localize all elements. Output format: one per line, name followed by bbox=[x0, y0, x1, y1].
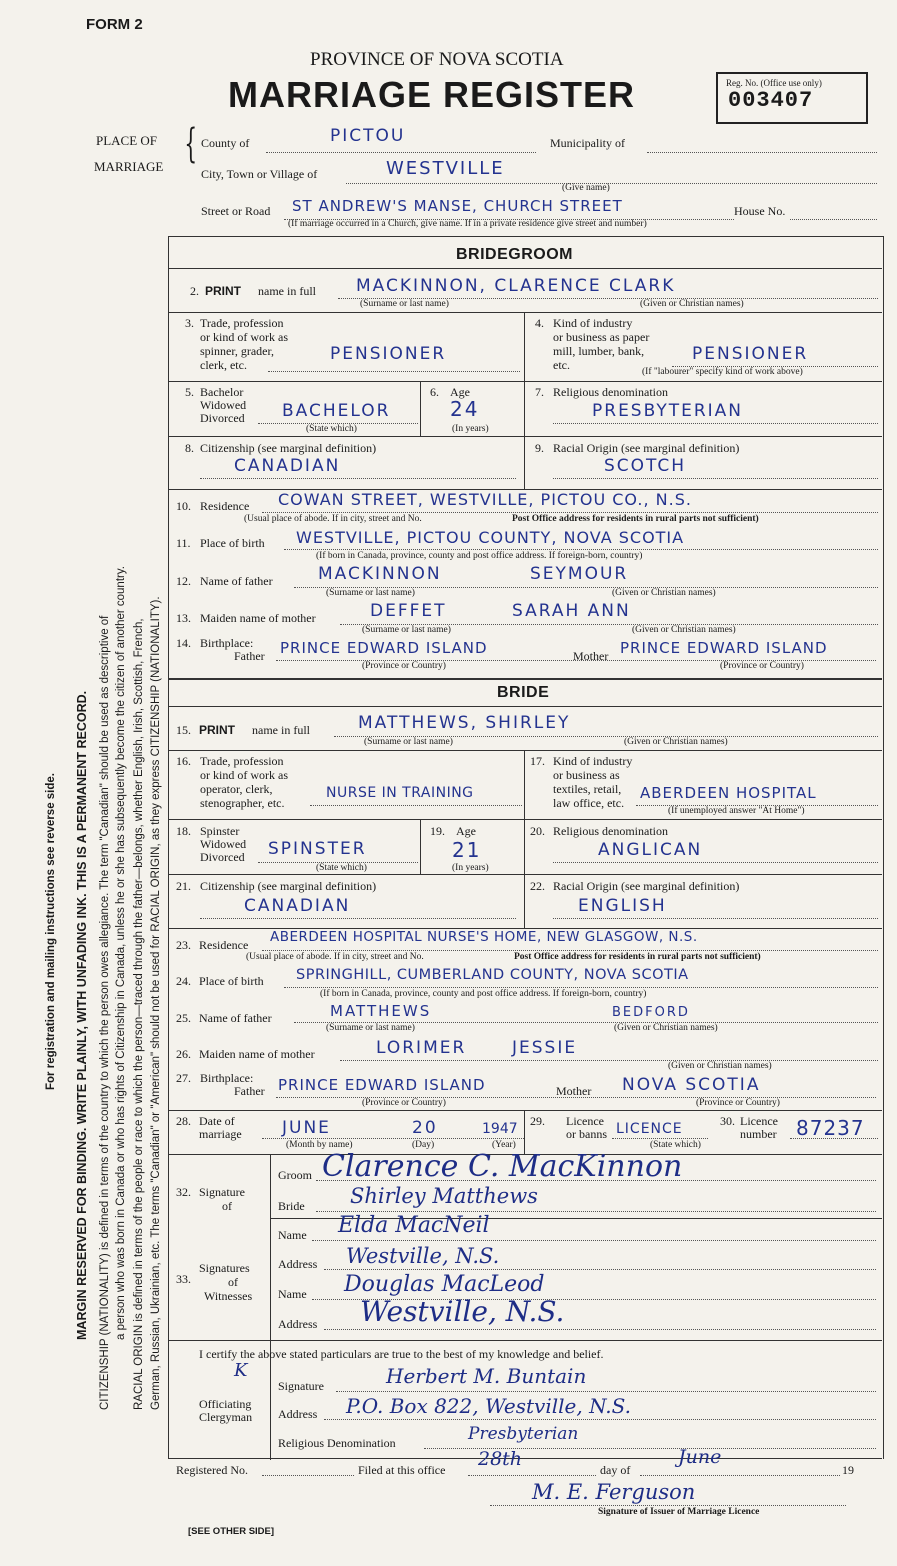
month-note: (Month by name) bbox=[286, 1140, 353, 1150]
f18-number: 18. bbox=[176, 824, 191, 838]
f16-label-1: Trade, profession bbox=[200, 754, 284, 768]
f14-label-2: Father bbox=[234, 649, 265, 663]
bride-birthplace: SPRINGHILL, CUMBERLAND COUNTY, NOVA SCOTIA bbox=[296, 967, 689, 983]
clergy-sig-label: Signature bbox=[278, 1379, 324, 1393]
banns-value: LICENCE bbox=[616, 1121, 683, 1137]
f17-label-2: or business as bbox=[553, 768, 620, 782]
form-number: FORM 2 bbox=[86, 16, 143, 33]
bride-father-birthplace: PRINCE EDWARD ISLAND bbox=[278, 1076, 486, 1094]
groom-name: MACKINNON, CLARENCE CLARK bbox=[356, 276, 676, 296]
w2-name-label: Name bbox=[278, 1287, 307, 1301]
groom-age: 24 bbox=[450, 397, 480, 421]
f15-label: name in full bbox=[252, 723, 310, 737]
f14-number: 14. bbox=[176, 636, 191, 650]
reg-number-box bbox=[716, 72, 868, 124]
reg-number-label: Reg. No. (Office use only) bbox=[726, 78, 822, 88]
f24-number: 24. bbox=[176, 974, 191, 988]
f18-label-1: Spinster bbox=[200, 824, 240, 838]
bride-residence-note-2: Post Office address for residents in rural parts not sufficient) bbox=[514, 952, 761, 962]
bride-mother-bp-label: Mother bbox=[556, 1084, 592, 1098]
bride-mother-given: JESSIE bbox=[512, 1038, 578, 1058]
f3-label-2: or kind of work as bbox=[200, 330, 288, 344]
groom-father-surname-note: (Surname or last name) bbox=[326, 588, 415, 598]
registered-no-label: Registered No. bbox=[176, 1463, 248, 1477]
banns-state-note: (State which) bbox=[650, 1140, 701, 1150]
f8-label: Citizenship (see marginal definition) bbox=[200, 441, 377, 455]
f13-number: 13. bbox=[176, 611, 191, 625]
groom-father-birthplace: PRINCE EDWARD ISLAND bbox=[280, 639, 488, 657]
f19-label: Age bbox=[456, 824, 476, 838]
f22-label: Racial Origin (see marginal definition) bbox=[553, 879, 740, 893]
bride-father-given: BEDFORD bbox=[612, 1005, 690, 1020]
bride-name: MATTHEWS, SHIRLEY bbox=[358, 713, 571, 733]
f18-label-2: Widowed bbox=[200, 837, 247, 851]
clergy-label-1: Officiating bbox=[199, 1397, 252, 1411]
bride-surname-note: (Surname or last name) bbox=[364, 737, 453, 747]
bride-father-given-note: (Given or Christian names) bbox=[614, 1023, 718, 1033]
place-label: PLACE OF bbox=[96, 133, 158, 148]
groom-father-bp-note: (Province or Country) bbox=[362, 661, 446, 671]
f9-label: Racial Origin (see marginal definition) bbox=[553, 441, 740, 455]
f28-label-2: marriage bbox=[199, 1127, 242, 1141]
f26-label: Maiden name of mother bbox=[199, 1047, 315, 1061]
f33-label-1: Signatures bbox=[199, 1261, 250, 1275]
groom-trade: PENSIONER bbox=[330, 344, 447, 364]
city-label: City, Town or Village of bbox=[201, 167, 318, 181]
f16-number: 16. bbox=[176, 754, 191, 768]
witness1-name: Elda MacNeil bbox=[338, 1213, 490, 1238]
marriage-month: JUNE bbox=[282, 1118, 331, 1138]
bride-age: 21 bbox=[452, 838, 482, 862]
f21-number: 21. bbox=[176, 879, 191, 893]
groom-citizenship: CANADIAN bbox=[234, 456, 341, 476]
bride-racial: ENGLISH bbox=[578, 896, 667, 916]
f25-number: 25. bbox=[176, 1011, 191, 1025]
filed-day: 28th bbox=[478, 1448, 523, 1470]
bride-father-bp-note: (Province or Country) bbox=[362, 1098, 446, 1108]
filed-label: Filed at this office bbox=[358, 1463, 446, 1477]
groom-residence-note-2: Post Office address for residents in rural parts not sufficient) bbox=[512, 514, 759, 524]
licence-number: 87237 bbox=[796, 1116, 865, 1140]
bride-years-note: (In years) bbox=[452, 863, 489, 873]
place-brace: { bbox=[184, 121, 198, 167]
bride-given-note: (Given or Christian names) bbox=[624, 737, 728, 747]
groom-father-given: SEYMOUR bbox=[530, 564, 629, 584]
bridegroom-header: BRIDEGROOM bbox=[456, 246, 573, 263]
f5-label-3: Divorced bbox=[200, 411, 245, 425]
street-value: ST ANDREW'S MANSE, CHURCH STREET bbox=[292, 197, 623, 215]
groom-residence-note-1: (Usual place of abode. If in city, street and No. bbox=[244, 514, 422, 524]
groom-years-note: (In years) bbox=[452, 424, 489, 434]
f22-number: 22. bbox=[530, 879, 545, 893]
bride-state-note: (State which) bbox=[316, 863, 367, 873]
clergy-address: P.O. Box 822, Westville, N.S. bbox=[346, 1394, 631, 1418]
f32-number: 32. bbox=[176, 1185, 191, 1199]
f3-label-3: spinner, grader, bbox=[200, 344, 275, 358]
f24-label: Place of birth bbox=[199, 974, 264, 988]
margin-racial-def-2: German, Russian, Ukrainian, etc. The terms "Canadian" or "American" should not be used for RACIAL ORIGIN, as they express CITIZENSHIP (NATIONALITY). bbox=[150, 596, 162, 1410]
groom-mother-bp-note: (Province or Country) bbox=[720, 661, 804, 671]
f17-label-1: Kind of industry bbox=[553, 754, 633, 768]
year-note: (Year) bbox=[492, 1140, 516, 1150]
give-name-note: (Give name) bbox=[562, 183, 610, 193]
f16-label-2: or kind of work as bbox=[200, 768, 288, 782]
bride-father-surname-note: (Surname or last name) bbox=[326, 1023, 415, 1033]
f29-label-2: or banns bbox=[566, 1127, 607, 1141]
f29-number: 29. bbox=[530, 1114, 545, 1128]
f10-number: 10. bbox=[176, 499, 191, 513]
f12-number: 12. bbox=[176, 574, 191, 588]
f11-label: Place of birth bbox=[200, 536, 265, 550]
witness2-name: Douglas MacLeod bbox=[344, 1272, 545, 1297]
clergy-denomination: Presbyterian bbox=[468, 1424, 579, 1444]
bride-industry: ABERDEEN HOSPITAL bbox=[640, 784, 817, 802]
bride-mother-given-note: (Given or Christian names) bbox=[668, 1061, 772, 1071]
f11-number: 11. bbox=[176, 536, 191, 550]
groom-mother-bp-label: Mother bbox=[573, 649, 609, 663]
f17-label-4: law office, etc. bbox=[553, 796, 625, 810]
bride-header: BRIDE bbox=[497, 684, 550, 701]
f3-label-1: Trade, profession bbox=[200, 316, 284, 330]
groom-sig-label: Groom bbox=[278, 1168, 312, 1182]
municipality-label: Municipality of bbox=[550, 136, 625, 150]
f6-label: Age bbox=[450, 385, 470, 399]
f28-label-1: Date of bbox=[199, 1114, 235, 1128]
city-value: WESTVILLE bbox=[386, 158, 505, 179]
f29-label-1: Licence bbox=[566, 1114, 604, 1128]
groom-labourer-note: (If "labourer" specify kind of work above) bbox=[642, 367, 803, 377]
f20-number: 20. bbox=[530, 824, 545, 838]
year-prefix: 19 bbox=[842, 1463, 854, 1477]
bride-religion: ANGLICAN bbox=[598, 840, 703, 860]
f15-print: PRINT bbox=[199, 723, 235, 737]
f33-number: 33. bbox=[176, 1272, 191, 1286]
margin-citizenship-def: CITIZENSHIP (NATIONALITY) is defined in terms of the country to which the person owes allegiance. The term "Canadian" should be used as descriptive of bbox=[99, 615, 111, 1410]
bride-citizenship: CANADIAN bbox=[244, 896, 351, 916]
f3-label-4: clerk, etc. bbox=[200, 358, 247, 372]
groom-mother-birthplace: PRINCE EDWARD ISLAND bbox=[620, 639, 828, 657]
f28-number: 28. bbox=[176, 1114, 191, 1128]
f32-label-2: of bbox=[222, 1199, 232, 1213]
groom-birthplace-note: (If born in Canada, province, county and post office address. If foreign-born, country) bbox=[316, 551, 643, 561]
f6-number: 6. bbox=[430, 385, 439, 399]
bride-residence-note-1: (Usual place of abode. If in city, street and No. bbox=[246, 952, 424, 962]
witness1-address: Westville, N.S. bbox=[346, 1244, 500, 1268]
f18-label-3: Divorced bbox=[200, 850, 245, 864]
marriage-label: MARRIAGE bbox=[94, 159, 164, 174]
witness2-address: Westville, N.S. bbox=[360, 1295, 565, 1328]
groom-status: BACHELOR bbox=[282, 401, 391, 421]
clergy-signature: Herbert M. Buntain bbox=[386, 1364, 587, 1388]
f19-number: 19. bbox=[430, 824, 445, 838]
f14-label-1: Birthplace: bbox=[200, 636, 254, 650]
county-label: County of bbox=[201, 136, 250, 150]
f27-label-1: Birthplace: bbox=[200, 1071, 254, 1085]
bride-sig-label: Bride bbox=[278, 1199, 305, 1213]
day-of-label: day of bbox=[600, 1463, 631, 1477]
f21-label: Citizenship (see marginal definition) bbox=[200, 879, 377, 893]
bride-birthplace-note: (If born in Canada, province, county and post office address. If foreign-born, country) bbox=[320, 989, 647, 999]
f20-label: Religious denomination bbox=[553, 824, 668, 838]
groom-mother-surname: DEFFET bbox=[370, 601, 447, 621]
margin-instructions-note: For registration and mailing instructions see reverse side. bbox=[45, 773, 57, 1090]
issuer-label: Signature of Issuer of Marriage Licence bbox=[598, 1507, 760, 1517]
groom-state-note: (State which) bbox=[306, 424, 357, 434]
groom-mother-given: SARAH ANN bbox=[512, 601, 631, 621]
f7-label: Religious denomination bbox=[553, 385, 668, 399]
filed-month: June bbox=[678, 1446, 722, 1468]
groom-racial: SCOTCH bbox=[604, 456, 687, 476]
f16-label-3: operator, clerk, bbox=[200, 782, 273, 796]
f2-label: name in full bbox=[258, 284, 316, 298]
bride-trade: NURSE IN TRAINING bbox=[326, 785, 474, 801]
w1-name-label: Name bbox=[278, 1228, 307, 1242]
marriage-year: 1947 bbox=[482, 1121, 518, 1137]
street-note: (If marriage occurred in a Church, give name. If in a private residence give street and number) bbox=[288, 219, 647, 229]
groom-father-given-note: (Given or Christian names) bbox=[612, 588, 716, 598]
bride-father-surname: MATTHEWS bbox=[330, 1002, 432, 1020]
f2-print: PRINT bbox=[205, 284, 241, 298]
f5-number: 5. bbox=[185, 385, 194, 399]
f4-label-3: mill, lumber, bank, bbox=[553, 344, 645, 358]
marriage-day: 20 bbox=[412, 1118, 438, 1138]
reg-number-value: 003407 bbox=[728, 88, 814, 113]
groom-mother-given-note: (Given or Christian names) bbox=[632, 625, 736, 635]
f8-number: 8. bbox=[185, 441, 194, 455]
margin-binding-note: MARGIN RESERVED FOR BINDING. WRITE PLAINLY, WITH UNFADING INK. THIS IS A PERMANENT RECORD. bbox=[75, 690, 89, 1340]
clergy-denom-label: Religious Denomination bbox=[278, 1436, 396, 1450]
clergy-label-2: Clergyman bbox=[199, 1410, 253, 1424]
margin-racial-def: RACIAL ORIGIN is defined in terms of the people or race to which the person—traced through the father—belongs, whether English, Irish, Scottish, French, bbox=[133, 618, 145, 1410]
f12-label: Name of father bbox=[200, 574, 273, 588]
province-heading: PROVINCE OF NOVA SCOTIA bbox=[310, 49, 564, 70]
f33-label-2: of bbox=[228, 1275, 238, 1289]
bride-residence: ABERDEEN HOSPITAL NURSE'S HOME, NEW GLASGOW, N.S. bbox=[270, 929, 698, 945]
w1-address-label: Address bbox=[278, 1257, 318, 1271]
f30-label-2: number bbox=[740, 1127, 777, 1141]
f4-label-1: Kind of industry bbox=[553, 316, 633, 330]
groom-industry: PENSIONER bbox=[692, 344, 809, 364]
f16-label-4: stenographer, etc. bbox=[200, 796, 285, 810]
f26-number: 26. bbox=[176, 1047, 191, 1061]
bride-mother-surname: LORIMER bbox=[376, 1038, 467, 1058]
f33-label-3: Witnesses bbox=[204, 1289, 253, 1303]
f2-number: 2. bbox=[190, 284, 199, 298]
clergy-address-label: Address bbox=[278, 1407, 318, 1421]
f32-label-1: Signature bbox=[199, 1185, 245, 1199]
groom-signature: Clarence C. MacKinnon bbox=[322, 1149, 683, 1184]
bride-mother-birthplace: NOVA SCOTIA bbox=[622, 1075, 761, 1095]
f4-label-2: or business as paper bbox=[553, 330, 650, 344]
certify-statement: I certify the above stated particulars are true to the best of my knowledge and belief. bbox=[199, 1347, 604, 1361]
page-title: MARRIAGE REGISTER bbox=[228, 74, 636, 115]
f4-label-4: etc. bbox=[553, 358, 570, 372]
f30-number: 30. bbox=[720, 1114, 735, 1128]
f13-label: Maiden name of mother bbox=[200, 611, 316, 625]
f30-label-1: Licence bbox=[740, 1114, 778, 1128]
street-label: Street or Road bbox=[201, 204, 271, 218]
bride-mother-bp-note: (Province or Country) bbox=[696, 1098, 780, 1108]
groom-residence: COWAN STREET, WESTVILLE, PICTOU CO., N.S. bbox=[278, 490, 692, 509]
f5-label-1: Bachelor bbox=[200, 385, 244, 399]
initials-mark: K bbox=[234, 1360, 248, 1381]
day-note: (Day) bbox=[412, 1140, 435, 1150]
groom-given-note: (Given or Christian names) bbox=[640, 299, 744, 309]
bride-status: SPINSTER bbox=[268, 839, 367, 859]
f25-label: Name of father bbox=[199, 1011, 272, 1025]
f7-number: 7. bbox=[535, 385, 544, 399]
f17-label-3: textiles, retail, bbox=[553, 782, 622, 796]
f17-number: 17. bbox=[530, 754, 545, 768]
f9-number: 9. bbox=[535, 441, 544, 455]
f27-number: 27. bbox=[176, 1071, 191, 1085]
bride-signature: Shirley Matthews bbox=[350, 1184, 538, 1208]
issuer-signature: M. E. Ferguson bbox=[532, 1480, 696, 1504]
groom-surname-note: (Surname or last name) bbox=[360, 299, 449, 309]
f23-number: 23. bbox=[176, 938, 191, 952]
house-no-label: House No. bbox=[734, 204, 786, 218]
margin-citizenship-def-2: a person who was born in Canada or who has rights of Citizenship in Canada, unless he or she has subsequently become the citizen of another country. bbox=[115, 566, 127, 1340]
f5-label-2: Widowed bbox=[200, 398, 247, 412]
f15-number: 15. bbox=[176, 723, 191, 737]
county-value: PICTOU bbox=[330, 126, 406, 146]
f23-label: Residence bbox=[199, 938, 249, 952]
w2-address-label: Address bbox=[278, 1317, 318, 1331]
f4-number: 4. bbox=[535, 316, 544, 330]
see-other-side: [SEE OTHER SIDE] bbox=[188, 1526, 275, 1537]
groom-birthplace: WESTVILLE, PICTOU COUNTY, NOVA SCOTIA bbox=[296, 528, 685, 547]
f27-label-2: Father bbox=[234, 1084, 265, 1098]
groom-mother-surname-note: (Surname or last name) bbox=[362, 625, 451, 635]
bride-unemployed-note: (If unemployed answer "At Home") bbox=[668, 806, 805, 816]
f3-number: 3. bbox=[185, 316, 194, 330]
groom-father-surname: MACKINNON bbox=[318, 564, 442, 584]
groom-religion: PRESBYTERIAN bbox=[592, 401, 744, 421]
f10-label: Residence bbox=[200, 499, 250, 513]
